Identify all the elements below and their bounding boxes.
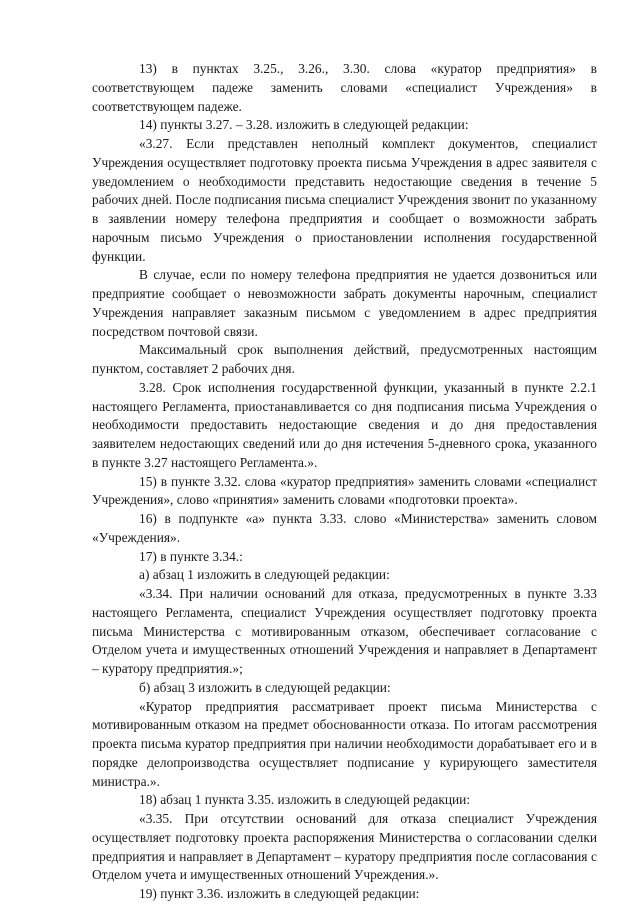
paragraph-max-term: Максимальный срок выполнения действий, предусмотренных настоящим пунктом, составляет 2 рабочих дня. <box>92 342 597 376</box>
paragraph-17: 17) в пункте 3.34.: <box>139 548 243 564</box>
paragraph-15: 15) в пункте 3.32. слова «куратор предприятия» заменить словами «специалист Учреждения», слово «принятия» заменить словами «подготовки проекта». <box>92 473 597 508</box>
paragraph-3-28: 3.28. Срок исполнения государственной функции, указанный в пункте 2.2.1 настоящего Регламента, приостанавливается со дня подписания письма Учреждения о необходимости предоставить недостающие сведения и до дня предоставления заявителем недостающих сведений или до дня истечения 5-дневного срока, указанного в пункте 3.27 настоящего Регламента.». <box>92 379 597 470</box>
paragraph-18: 18) абзац 1 пункта 3.35. изложить в следующей редакции: <box>139 792 471 808</box>
paragraph-3-35: «3.35. При отсутствии оснований для отказа специалист Учреждения осуществляет подготовку проекта распоряжения Министерства о согласовании сделки предприятия и направляет в Департамент – куратору предприятия после согласования с Отделом учета и имущественных отношений Учреждения.». <box>92 811 597 883</box>
paragraph-3-27: «3.27. Если представлен неполный комплект документов, специалист Учреждения осуществляет подготовку проекта письма Учреждения в адрес заявителя с уведомлением о необходимости представить недостающие сведения в течение 5 рабочих дней. После подписания письма специалист Учреждения звонит по указанному в заявлении номеру телефона предприятия и сообщает о возможности забрать нарочным письмо Учреждения о приостановлении исполнения государственной функции. <box>92 136 597 264</box>
paragraph-19: 19) пункт 3.36. изложить в следующей редакции: <box>139 886 420 901</box>
paragraph-case-unreachable: В случае, если по номеру телефона предприятия не удается дозвониться или предприятие сообщает о невозможности забрать документы нарочным, специалист Учреждения направляет заказным письмом с уведомлением в адрес предприятия посредством почтовой связи. <box>92 267 597 339</box>
paragraph-14: 14) пункты 3.27. – 3.28. изложить в следующей редакции: <box>139 117 469 133</box>
paragraph-17-a: а) абзац 1 изложить в следующей редакции: <box>139 567 390 583</box>
paragraph-curator-review: «Куратор предприятия рассматривает проект письма Министерства с мотивированным отказом на предмет обоснованности отказа. По итогам рассмотрения проекта письма куратор предприятия при наличии необходимости дорабатывает его и в порядке делопроизводства осуществляет подписание у курирующего заместителя министра.». <box>92 698 597 789</box>
document-body <box>92 60 597 904</box>
paragraph-3-34: «3.34. При наличии оснований для отказа, предусмотренных в пункте 3.33 настоящего Регламента, специалист Учреждения осуществляет подготовку проекта письма Министерства с мотивированным отказом, обеспечивает согласование с Отделом учета и имущественных отношений Учреждения и направляет в Департамент – куратору предприятия.»; <box>92 586 597 676</box>
paragraph-16: 16) в подпункте «а» пункта 3.33. слово «Министерства» заменить словом «Учреждения». <box>92 511 597 545</box>
paragraph-13: 13) в пунктах 3.25., 3.26., 3.30. слова «куратор предприятия» в соответствующем падеже заменить словами «специалист Учреждения» в соответствующем падеже. <box>92 61 597 114</box>
paragraph-17-b: б) абзац 3 изложить в следующей редакции: <box>139 679 391 695</box>
